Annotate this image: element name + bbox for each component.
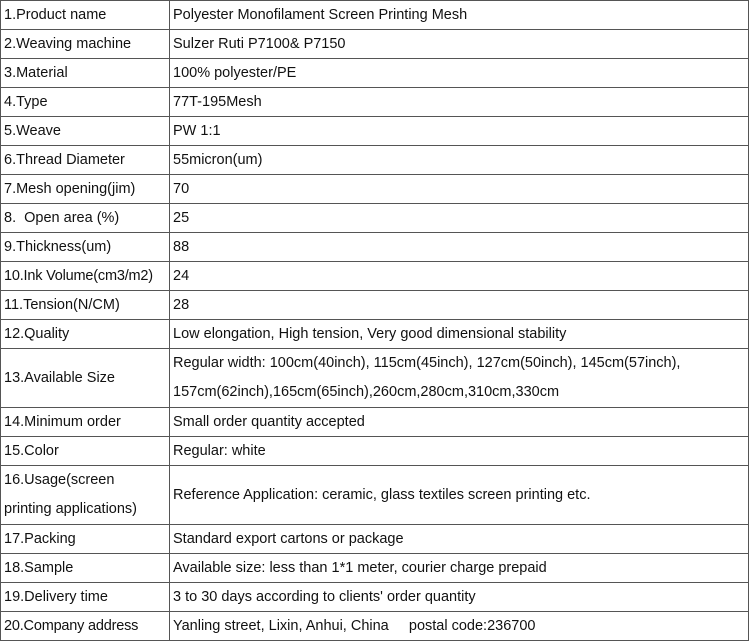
row-label: 6.Thread Diameter [1,146,170,175]
row-label: 7.Mesh opening(jim) [1,175,170,204]
table-row [1,408,749,437]
table-row [1,554,749,583]
row-value: Yanling street, Lixin, Anhui, China postal code:236700 [170,612,749,641]
row-value: 55micron(um) [170,146,749,175]
table-row [1,59,749,88]
table-row [1,146,749,175]
table-row [1,204,749,233]
row-label-line: 16.Usage(screen [4,472,115,488]
row-label: 11.Tension(N/CM) [1,291,170,320]
row-value: Low elongation, High tension, Very good dimensional stability [170,320,749,349]
row-value: 3 to 30 days according to clients' order quantity [170,583,749,612]
row-value [170,349,749,408]
row-value: Regular: white [170,437,749,466]
row-value-line: Regular width: 100cm(40inch), 115cm(45inch), 127cm(50inch), 145cm(57inch), [173,355,681,371]
table-row [1,583,749,612]
row-label: 8. Open area (%) [1,204,170,233]
table-row [1,88,749,117]
row-label: 1.Product name [1,1,170,30]
table-row [1,117,749,146]
row-label: 18.Sample [1,554,170,583]
row-value: Available size: less than 1*1 meter, courier charge prepaid [170,554,749,583]
row-label: 15.Color [1,437,170,466]
row-label: 9.Thickness(um) [1,233,170,262]
row-value: 70 [170,175,749,204]
row-value-line: 157cm(62inch),165cm(65inch),260cm,280cm,310cm,330cm [173,384,560,400]
table-row [1,233,749,262]
row-value: 25 [170,204,749,233]
table-row [1,175,749,204]
row-value: Sulzer Ruti P7100& P7150 [170,30,749,59]
row-value: 28 [170,291,749,320]
row-label: 2.Weaving machine [1,30,170,59]
table-row [1,30,749,59]
row-label: 17.Packing [1,525,170,554]
row-value: 24 [170,262,749,291]
row-label: 19.Delivery time [1,583,170,612]
row-label: 4.Type [1,88,170,117]
row-label: 14.Minimum order [1,408,170,437]
row-value: Polyester Monofilament Screen Printing Mesh [170,1,749,30]
row-value: 88 [170,233,749,262]
row-label: 12.Quality [1,320,170,349]
row-label: 3.Material [1,59,170,88]
table-row [1,437,749,466]
table-row [1,262,749,291]
row-value: Reference Application: ceramic, glass textiles screen printing etc. [170,466,749,525]
table-row [1,320,749,349]
row-label: 13.Available Size [1,349,170,408]
row-label [1,466,170,525]
row-value: 100% polyester/PE [170,59,749,88]
row-value: PW 1:1 [170,117,749,146]
row-value: 77T-195Mesh [170,88,749,117]
row-label: 5.Weave [1,117,170,146]
row-value: Small order quantity accepted [170,408,749,437]
table-row [1,1,749,30]
row-label: 20.Company address [1,612,170,641]
table-row [1,291,749,320]
table-row [1,525,749,554]
row-label-line: printing applications) [4,501,137,517]
row-label: 10.Ink Volume(cm3/m2) [1,262,170,291]
table-row [1,466,749,525]
table-row [1,612,749,641]
row-value: Standard export cartons or package [170,525,749,554]
table-row [1,349,749,408]
